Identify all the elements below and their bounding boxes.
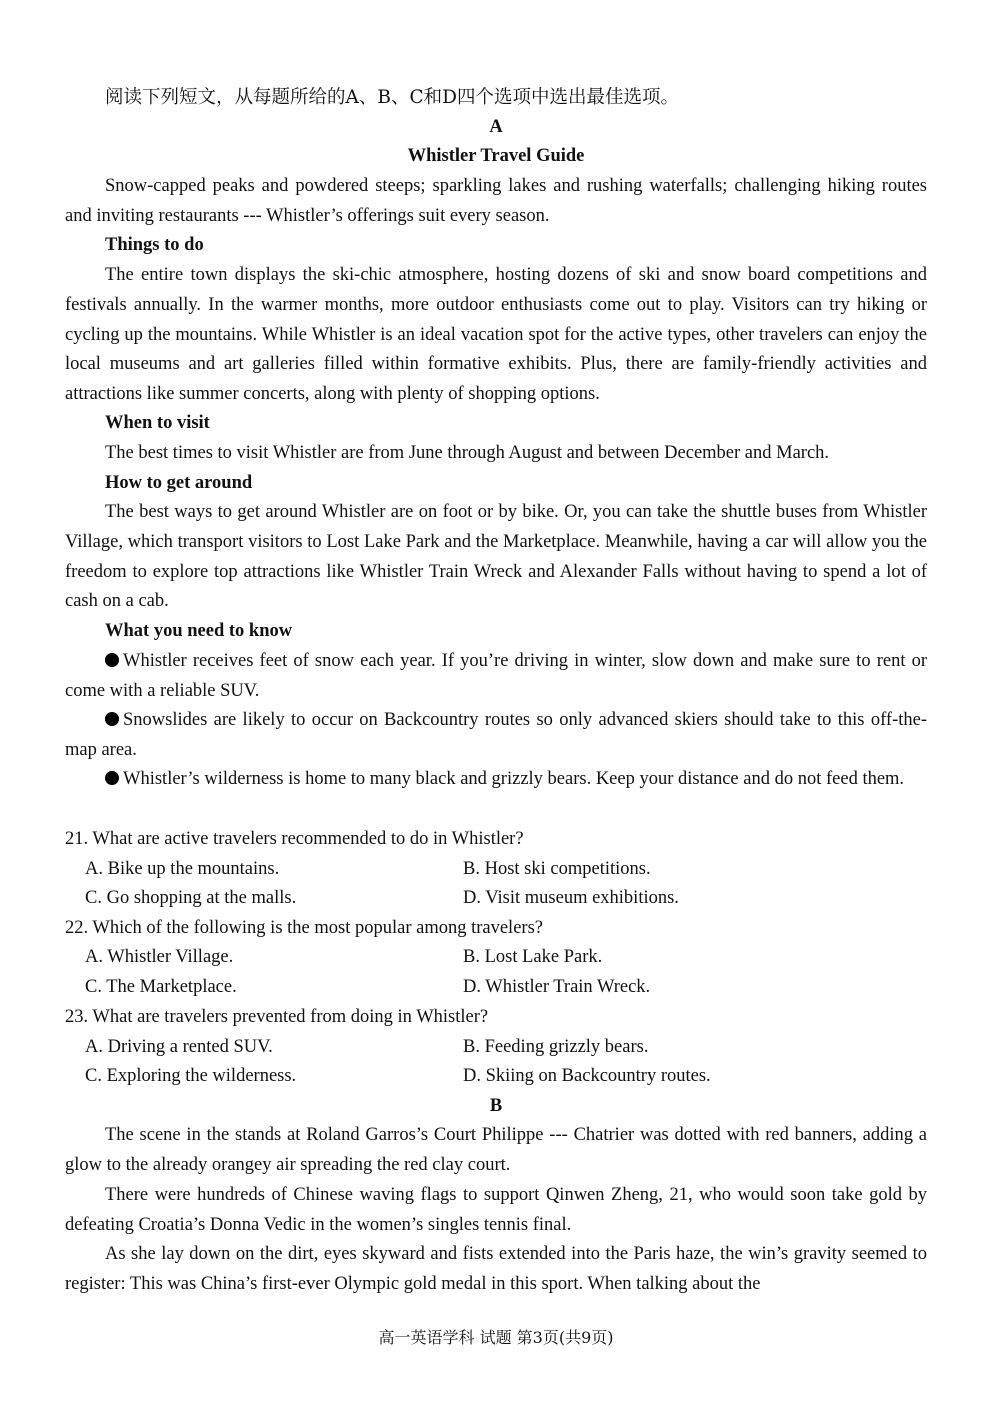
question-22-option-d[interactable]: D. Whistler Train Wreck. <box>463 977 651 997</box>
instructions: 阅读下列短文，从每题所给的A、B、C和D四个选项中选出最佳选项。 <box>105 87 679 108</box>
passage-a-label: A <box>489 117 503 137</box>
passage-b-paragraph: As she lay down on the dirt, eyes skyward and fists extended into the Paris haze, the win’s gravity seemed to register: This was China’s first-ever Olympic gold medal in this sport. When talking about the <box>65 1244 927 1294</box>
question-23-option-c[interactable]: C. Exploring the wilderness. <box>85 1066 297 1086</box>
question-23-stem: 23. What are travelers prevented from doing in Whistler? <box>65 1007 489 1027</box>
bullet-icon <box>105 771 119 785</box>
question-22-stem: 22. Which of the following is the most popular among travelers? <box>65 918 543 938</box>
section-heading-how-to-get-around: How to get around <box>105 473 253 493</box>
passage-b-paragraph: The scene in the stands at Roland Garros’s Court Philippe --- Chatrier was dotted with red banners, adding a glow to the already orangey air spreading the red clay court. <box>65 1125 927 1175</box>
question-21-stem: 21. What are active travelers recommended to do in Whistler? <box>65 829 524 849</box>
question-23-option-a[interactable]: A. Driving a rented SUV. <box>85 1037 273 1057</box>
question-22-option-c[interactable]: C. The Marketplace. <box>85 977 237 997</box>
question-21-option-a[interactable]: A. Bike up the mountains. <box>85 859 280 879</box>
question-23-option-d[interactable]: D. Skiing on Backcountry routes. <box>463 1066 711 1086</box>
section-heading-things-to-do: Things to do <box>105 235 204 255</box>
bullet-icon <box>105 653 119 667</box>
question-21-option-c[interactable]: C. Go shopping at the malls. <box>85 888 297 908</box>
bullet-item: Snowslides are likely to occur on Backcountry routes so only advanced skiers should take to this off-the-map area. <box>65 710 927 760</box>
bullet-item: Whistler receives feet of snow each year. If you’re driving in winter, slow down and make sure to rent or come with a reliable SUV. <box>65 651 927 701</box>
question-23-option-b[interactable]: B. Feeding grizzly bears. <box>463 1037 649 1057</box>
question-21-option-d[interactable]: D. Visit museum exhibitions. <box>463 888 679 908</box>
section-heading-when-to-visit: When to visit <box>105 413 210 433</box>
section-text-things-to-do: The entire town displays the ski-chic atmosphere, hosting dozens of ski and snow board competitions and festivals annually. In the warmer months, more outdoor enthusiasts come out to play. Visitors can try hiking or cycling up the mountains. While Whistler is an ideal vacation spot for the active types, other travelers can enjoy the local museums and art galleries filled within formative exhibits. Plus, there are family-friendly activities and attractions like summer concerts, along with plenty of shopping options. <box>65 265 927 405</box>
passage-b-label: B <box>489 1096 503 1116</box>
question-22-option-b[interactable]: B. Lost Lake Park. <box>463 947 603 967</box>
bullet-item: Whistler’s wilderness is home to many black and grizzly bears. Keep your distance and do not feed them. <box>65 765 927 795</box>
passage-a-intro: Snow-capped peaks and powdered steeps; sparkling lakes and rushing waterfalls; challenging hiking routes and inviting restaurants --- Whistler’s offerings suit every season. <box>65 176 927 226</box>
passage-b-paragraph: There were hundreds of Chinese waving flags to support Qinwen Zheng, 21, who would soon take gold by defeating Croatia’s Donna Vedic in the women’s singles tennis final. <box>65 1185 927 1235</box>
page-footer: 高一英语学科 试题 第3页(共9页) <box>378 1328 614 1347</box>
question-21-option-b[interactable]: B. Host ski competitions. <box>463 859 651 879</box>
section-heading-what-you-need-to-know: What you need to know <box>105 621 293 641</box>
question-22-option-a[interactable]: A. Whistler Village. <box>85 947 234 967</box>
section-text-when-to-visit: The best times to visit Whistler are from June through August and between December and March. <box>105 443 830 463</box>
bullet-icon <box>105 712 119 726</box>
section-text-how-to-get-around: The best ways to get around Whistler are on foot or by bike. Or, you can take the shuttle buses from Whistler Village, which transport visitors to Lost Lake Park and the Marketplace. Meanwhile, having a car will allow you the freedom to explore top attractions like Whistler Train Wreck and Alexander Falls without having to spend a lot of cash on a cab. <box>65 502 927 612</box>
passage-a-title: Whistler Travel Guide <box>407 146 585 166</box>
